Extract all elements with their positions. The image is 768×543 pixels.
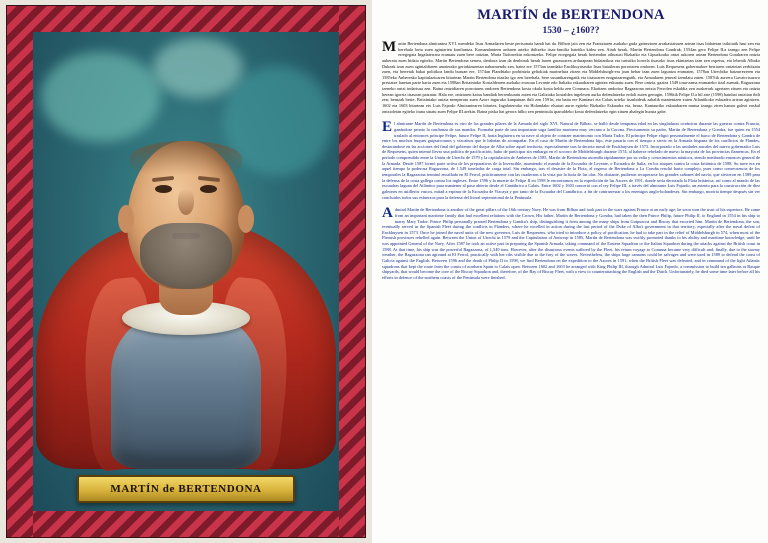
- portrait-poster: [0, 0, 372, 543]
- page-title: MARTÍN de BERTENDONA: [477, 7, 665, 23]
- ear-left: [118, 205, 134, 233]
- paragraph-basque: [382, 38, 760, 114]
- paragraph-spanish: [382, 121, 760, 200]
- portrait-figure: [33, 32, 339, 511]
- ear-right: [238, 205, 254, 233]
- eye-right: [200, 185, 217, 193]
- hairline: [130, 141, 242, 175]
- paragraph-english: [382, 207, 760, 280]
- nameplate-label: MARTÍN de BERTENDONA: [110, 483, 262, 495]
- portrait-canvas: [33, 32, 339, 511]
- paragraph-basque-text: artin Bertendona almirantea XVI. mendeko Itsas Armadaren beste pertsonaia handi bat da. Bilbon jaio zen eta Frantziaren aurkako guda gaineztoen arrakastatsuen artean itsas bidaietan txikitatik hasi zen eta berehala lortu zuen agintarien konfiantza. Komandanteen arduren arteko ibiltzeko itsas-familia batetiko kidea zen. Aitak berak, Martin Bertendona Gondrak, 1554an gero Felipe II.a izango zen Felipe erregegaia Ingalaterrara eramatu zuen bere ontzian, Maria Tudorrekin ezkontzeko. Felipe erregegaia berak bertendon oihuzuzi Bizkaiko eta Gipuzkoako ontzi askoren artean Bertendona Gondraren ontzia aukeratu zuen bidaia egiteko. Martin Bertendona semea, denbora izan da denborak berak haren gurasoaren ardurapean bidaiarikoa eta turistiko horrela itsasoko itsas ekintzetan izan zen ospetsu, eta lehenik Albako Dukeak izan zuen agintaldiaren amaierako gertakizunetan nabarmendu zen, batez ere 1573an izandako Enclikuyuseuko Itsas bataileran porrotaren ondoren. Luis Requesens gobernadore berriaren ontzietan zerbitzatu zuen, eta herretak bakai politikoa landu buruan ere, 1574an Flandriako probintzia geltokiak marinelura zitzen eta Middelsburgh-era joan behar izan zuen laguntza eramaten, 1578an Utrechtko batzarrezeren eta 1585eko Anberesko kapitulazioaren bitartean Martin Bertendona niazlar igo zen berehala, bere susantkarengatik eta itsasoaren ezagutzarengatik, eta Armadaren jeneral izendatu zuten. 1587tik aurrera Gavaicrisuzwo prestatze lanetan parte hartu zuen eta 1588an Britainiako Kostaldearen aurkako erasoan Levante edo Italiako eskuadraren agintea eskuratu zuen. Bere ontzia, gaztea 1549 tona-zama eramateko itzal zuenak, Ragazzona izeneko ontzi indartsua zen. Baina ontzidiaren porrotaren ondoren Bertendona kosta okula kosta heldu zen Corunara. Ekaitzen ondorioz Ragazzona ontzia Ferrolen eskaldia zen zuzkerrak agertzen zituen eta ontzia berean igorriz itsasoan paizatur. Hala ere, ontziaren kaixu bandiak berreukuratu zuten eta Galiziako kostaldea ingelesen aurka defendatzeko erdoli zuten gerragin. 1596tik Felipe II.a hil arte (1598) hainbat ontzitan ibili zen; bentzak beste, Britainiako ontzia menperatu zuen Azorr inguruko kanpainan ibili zen 1591n, eta baita ere Kantauri eta Calais urteko itsasbideak zabalik mantentzen zuten Atlantikoko eskuadra artean agintzen. 1602 eta 1603 bitartean etx Luis Fajardo Almirantearen bitartez, Ingalaterrako eta Holandako elsaiari aurre egiteko Bizkaiko Eskuadra eta, beraz, Kantauriko eskuadraren mutua izango ziren hamar galeoi euskal ontzioletan egiteko ituna sinatu zuen Felipe III.arekin. Baina pixka bat gerora hilko zen penintsula iparraldeko kosta defendatzeko egin zituen ahalegin huruta gabe.: [382, 40, 760, 114]
- nameplate: [77, 475, 295, 503]
- dropcap-english: A: [382, 205, 393, 222]
- nose: [178, 189, 194, 215]
- poster-frame: [6, 5, 366, 538]
- beard: [140, 223, 232, 289]
- poster-border-left: [7, 6, 33, 537]
- paragraph-spanish-text: l almirante Martín de Bertendona es otro de los grandes pilares de la Armada del siglo XVI. Natural de Bilbao, se halló desde temprana edad en las singladuras oceánicas durante las guerras contra Francia, ganándose pronto la confianza de sus mandos. Formaba parte de una importante saga familiar marinera muy cercana a la Corona. Precisamente su padre, Martín de Bertendona y Gondra, fue quien en 1554 traslado al entonces príncipe Felipe, futuro Felipe II, hasta Inglaterra en su nave al objeto de contraer matrimonio con María Tudor. El príncipe Felipe eligió personalmente el barco de Bertendona y Gondra de entre los muchos buques guipuzcoanos y vizcaínos que le habrían de acompañar. En el caso de Martín de Bertendona hijo, éste pasaría con el tiempo a servir en la Armada hispana de los conflictos de Flandes, destacándose en las acciones del final del gobierno del duque de Alba sobre aquel territorio, especialmente tras la derrota naval de Enckhuysen de 1573. Incorporado a las unidades navales del nuevo gobernador Luis de Requesens, quien intentó llevar una política de pacificación, hubo de participar sin embargo en el socorro de Middelsburgh durante 1574, al haberse rebelado de nuevo la mayoría de las provincias flamencas. En el período comprendido entre la Unión de Utrecht de 1579 y la capitulación de Amberes de 1585, Martín de Bertendona ascendía rápidamente por su valía y conocimientos náuticos, siendo nombrado entonces general de la Armada. Desde 1587 formó parte activa de los preparativos de la Invencible, asumiendo el mando de la Escuadra de Levante, o Escuadra de Italia, en los ataques contra la costa británica de 1588. Su nave era en aquel tiempo la poderosa Ragazzona, de 1.549 toneladas de carga total. Sin embargo, tras el desastre de la Flota, el regreso de Bertendona a La Coruña resultó harto complejo, pues como consecuencia de los temporales la Ragazzona terminó encallada en El Ferrol, prácticamente con las cuadernas a la vista por la furia de las olas. No obstante, pudieron recuperarse los grandes cañones del navío, que sirvieron en 1589 para la defensa de la costa gallega contra los ingleses. Entre 1596 y la muerte de Felipe II en 1598 le encontramos en la expedición de las Azores de 1591, donde sería derrotada la Flota británica, así como al mando de las escuadras laguna del Atlántico para mantener al paso abierto desde el Cantábrico a Calais. Entre 1602 y 1603 concertó con el rey Felipe III, a través del almirante Luis Fajardo, un asiento para la construcción de diez galeones en astilleros vascos, mitad a espinar de la Escuadra de Vizcaya y por tanto de la Escuadra del Cantábrico, a fin de contrarrestar a los enemigos anglo-holandeses. Sin embargo, moriría tiempo después sin ver concluidos todos sus esfuerzos para la defensa del litoral septentrional de la Península.: [382, 121, 760, 200]
- poster-border-bottom: [7, 511, 365, 537]
- text-column: [376, 0, 768, 543]
- poster-border-top: [7, 6, 365, 32]
- paragraph-english-text: dmiral Martín de Bertendona is another of the great pillars of the 16th century Navy. He was from Bilbao and took part in the wars against France at an early age; he soon won the trust of his superiors. He came from an important maritime family that had excellent relations with the Crown, His father, Martín de Bertendona y Gondra, had taken the then Prince Philip, future Philip II, to England in 1554 in his ship to marry Mary Tudor. Prince Philip personally praised Bertendona y Gandra's ship, distinguishing it from among the many ships from Guipuzcoa and Biscay that escorted him. Martín de Bertendona, the son, eventually served in the Spanish Fleet during the conflicts in Flanders, where he excelled in action during the last period of the Duke of Alba's government in that territory, especially after the naval defeat of Enckhuysen in 1573. Once he joined the naval units of the new governor, Luis de Requesens, who tried to introduce a policy of pacification, he had to take part in the relief of Middelsburgh in 574, when most of the Flemish provinces rebelled again. Between the Union of Utrecht in 1579 and the Capitulation of Antwerp in 1585, Martín de Bertendona was swiftly promoted thanks to his ability and maritime knowledge, until he was appointed General of the Navy. After 1587 he took an active part in preparing the Spanish Armada, taking command of the Eastern Squadron or the Italian Squadron during the attacks against the British coast in 1588. At that time, his ship was the powerful Ragazzona, of 1,549 tons. However, after the disastrous events suffered by the Fleet, his return voyage to Corunna became very difficult and, finally, due to the stormy weather, the Ragazzona ran aground at El Ferrol, practically with her ribs visible due to the fury of the waves. Nevertheless, the ships large cannons could be salvages and were used in 1589 to defend the coast of Galicia against the English. Between 1596 and the death of Philip II in 1598, we find Bertendona on the expedition to the Azores in 1591, when the British Fleet was defeated, and in command of the light Atlantic squadrons that kept the route from the coasts of northern Spain to Calais open. Between 1602 and 1603 he arranged with King Philip III, through Admiral Luis Fajardo, a commission to build ten galleons at Basque shipyards, that would become the core of the Biscay Squadron and, therefore, of the Bay of Biscay Fleet, with a view to counterattacking the English and the Dutch. Unfortunately, he died some time later before all his efforts in defence of the northern coasts of the Peninsula were finished.: [382, 207, 760, 280]
- page-dates: 1530 – ¿160??: [542, 25, 600, 36]
- dropcap-basque: M: [382, 38, 397, 55]
- eye-left: [155, 185, 172, 193]
- dropcap-spanish: E: [382, 119, 393, 136]
- poster-border-right: [339, 6, 365, 537]
